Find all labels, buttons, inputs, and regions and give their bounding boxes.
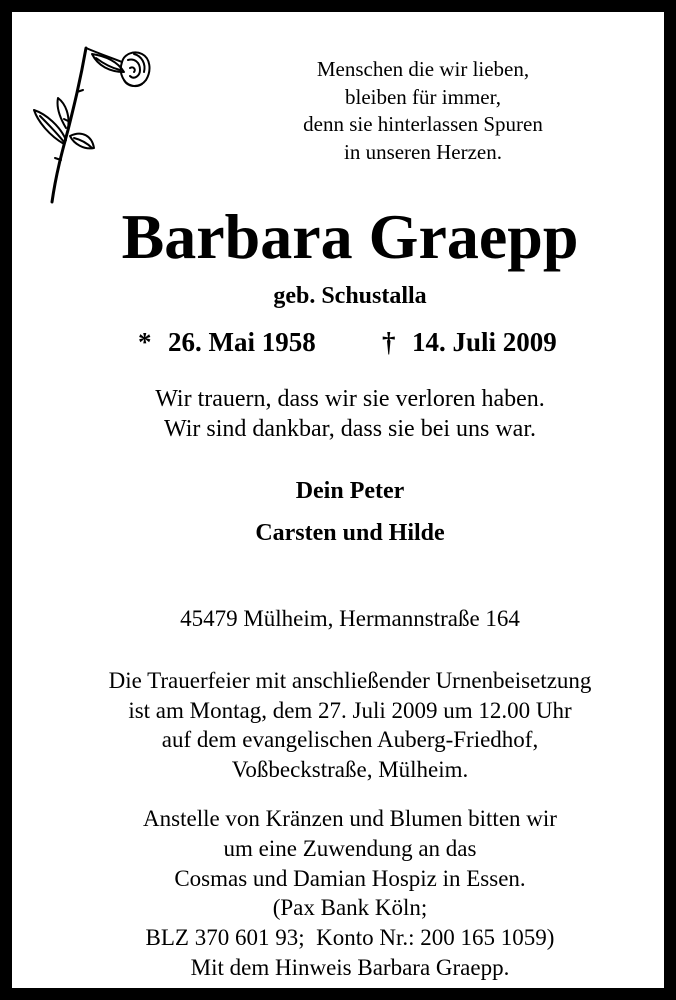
maiden-name: geb. Schustalla [273, 283, 427, 309]
mourner-line: Dein Peter [295, 478, 405, 504]
funeral-line: Voßbeckstraße, Mülheim. [231, 756, 469, 782]
memorial-poem [238, 56, 608, 166]
death-date: 14. Juli 2009 [412, 327, 557, 357]
donation-line: BLZ 370 601 93; Konto Nr.: 200 165 1059) [145, 925, 555, 951]
funeral-line: auf dem evangelischen Auberg-Friedhof, [161, 727, 539, 752]
donation-line: Mit dem Hinweis Barbara Graepp. [190, 954, 510, 980]
birth-date-group [138, 324, 316, 360]
donation-line: um eine Zuwendung an das [223, 835, 477, 861]
donation-line: Anstelle von Kränzen und Blumen bitten wir [143, 806, 557, 831]
donation-line: (Pax Bank Köln; [272, 895, 428, 921]
birth-date: 26. Mai 1958 [168, 327, 316, 357]
mourners [12, 470, 676, 554]
donation-line: Cosmas und Damian Hospiz in Essen. [174, 865, 526, 891]
quote-line: Wir sind dankbar, dass sie bei uns war. [164, 416, 536, 442]
mourner-line: Carsten und Hilde [255, 520, 445, 546]
poem-line: denn sie hinterlassen Spuren [303, 112, 543, 136]
rose-icon [30, 44, 156, 204]
poem-line: bleiben für immer, [344, 84, 502, 109]
death-symbol: † [382, 327, 396, 357]
death-date-group [382, 324, 557, 360]
donation-request [12, 804, 676, 983]
funeral-details [12, 666, 676, 784]
birth-symbol: * [138, 327, 152, 357]
funeral-line: Die Trauerfeier mit anschließender Urnenbeisetzung [108, 668, 592, 693]
quote-line: Wir trauern, dass wir sie verloren haben. [155, 386, 545, 412]
mourning-quote [12, 384, 676, 444]
poem-line: Menschen die wir lieben, [316, 57, 530, 81]
poem-line: in unseren Herzen. [343, 139, 502, 164]
family-address: 45479 Mülheim, Hermannstraße 164 [180, 606, 520, 631]
deceased-name: Barbara Graepp [121, 201, 579, 272]
funeral-line: ist am Montag, dem 27. Juli 2009 um 12.00 Uhr [128, 697, 572, 723]
